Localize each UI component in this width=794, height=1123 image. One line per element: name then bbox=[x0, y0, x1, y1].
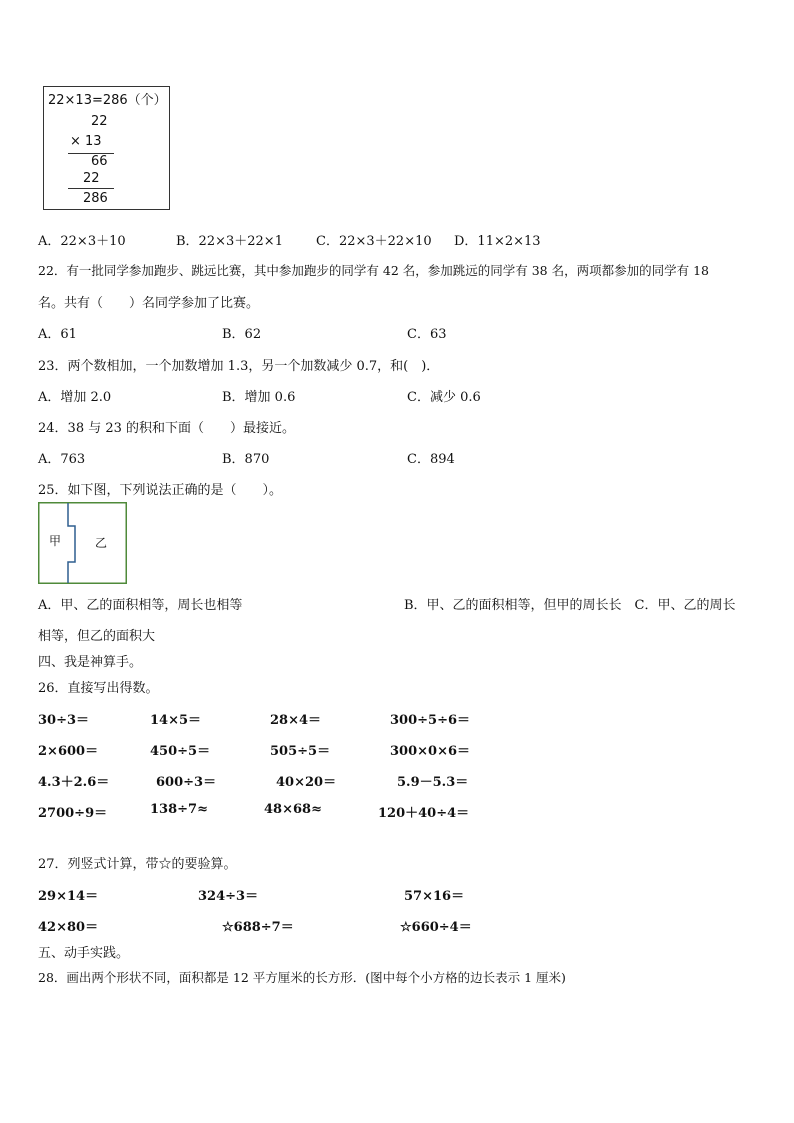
section-4-heading: 四、我是神算手。 bbox=[38, 655, 143, 670]
q27-item: ☆688÷7＝ bbox=[222, 920, 294, 935]
q27-item: ☆660÷4＝ bbox=[400, 920, 472, 935]
mul-partial-2: 22 bbox=[83, 171, 100, 186]
q26-item: 138÷7≈ bbox=[150, 802, 208, 817]
q26-item: 48×68≈ bbox=[264, 802, 322, 817]
q22-text-line1: 22．有一批同学参加跑步、跳远比赛，其中参加跑步的同学有 42 名，参加跳远的同学有 38 名，两项都参加的同学有 18 bbox=[38, 263, 709, 278]
q22-text-line2: 名。共有（ ）名同学参加了比赛。 bbox=[38, 296, 260, 311]
q28-text: 28．画出两个形状不同，面积都是 12 平方厘米的长方形．(图中每个小方格的边长表示 1 厘米) bbox=[38, 970, 566, 985]
q23-option-c: C．减少 0.6 bbox=[407, 390, 481, 405]
q25-option-b-c: B．甲、乙的面积相等，但甲的周长长 C．甲、乙的周长 bbox=[404, 598, 736, 613]
section-5-heading: 五、动手实践。 bbox=[38, 946, 130, 961]
q27-item: 324÷3＝ bbox=[198, 889, 259, 904]
q26-item: 14×5＝ bbox=[150, 713, 202, 728]
mul-multiplier: × 13 bbox=[70, 134, 102, 149]
q23-option-b: B．增加 0.6 bbox=[222, 390, 296, 405]
mul-multiplicand: 22 bbox=[91, 114, 108, 129]
q26-item: 30÷3＝ bbox=[38, 713, 90, 728]
q21-option-c: C．22×3＋22×10 bbox=[316, 234, 432, 249]
q25-text: 25．如下图，下列说法正确的是（ ）。 bbox=[38, 483, 283, 498]
q27-item: 42×80＝ bbox=[38, 920, 99, 935]
q21-option-b: B．22×3＋22×1 bbox=[176, 234, 283, 249]
q26-item: 5.9－5.3＝ bbox=[397, 775, 469, 790]
q24-option-c: C．894 bbox=[407, 452, 455, 467]
q26-item: 450÷5＝ bbox=[150, 744, 211, 759]
mul-result: 286 bbox=[83, 191, 108, 206]
multiplication-working-box bbox=[43, 86, 170, 210]
q26-item: 40×20＝ bbox=[276, 775, 337, 790]
figure-label-yi: 乙 bbox=[95, 536, 108, 550]
q26-item: 2700÷9＝ bbox=[38, 806, 108, 821]
figure-label-jia: 甲 bbox=[49, 534, 62, 548]
q21-option-d: D．11×2×13 bbox=[454, 234, 541, 249]
q26-item: 4.3＋2.6＝ bbox=[38, 775, 110, 790]
q24-text: 24．38 与 23 的积和下面（ ）最接近。 bbox=[38, 421, 296, 436]
q26-item: 600÷3＝ bbox=[156, 775, 217, 790]
mul-partial-1: 66 bbox=[91, 154, 108, 169]
q22-option-b: B．62 bbox=[222, 327, 262, 342]
q26-text: 26．直接写出得数。 bbox=[38, 681, 159, 696]
q23-option-a: A．增加 2.0 bbox=[38, 390, 112, 405]
q25-option-c-cont: 相等，但乙的面积大 bbox=[38, 629, 156, 644]
q27-item: 57×16＝ bbox=[404, 889, 465, 904]
q23-text: 23．两个数相加，一个加数增加 1.3，另一个加数减少 0.7，和( )． bbox=[38, 359, 440, 374]
q22-option-a: A．61 bbox=[38, 327, 77, 342]
figure-divider bbox=[68, 503, 75, 583]
q27-text: 27．列竖式计算，带☆的要验算。 bbox=[38, 857, 237, 872]
q21-option-a: A．22×3＋10 bbox=[38, 234, 126, 249]
q25-option-a: A．甲、乙的面积相等，周长也相等 bbox=[38, 598, 243, 613]
q22-option-c: C．63 bbox=[407, 327, 447, 342]
q26-item: 2×600＝ bbox=[38, 744, 99, 759]
q26-item: 300÷5÷6＝ bbox=[390, 713, 471, 728]
q24-option-a: A．763 bbox=[38, 452, 86, 467]
q26-item: 505÷5＝ bbox=[270, 744, 331, 759]
q26-item: 28×4＝ bbox=[270, 713, 322, 728]
q25-figure bbox=[38, 502, 127, 584]
mul-header: 22×13=286（个） bbox=[48, 93, 167, 108]
mul-rule-2 bbox=[68, 188, 114, 189]
q27-item: 29×14＝ bbox=[38, 889, 99, 904]
q26-item: 120＋40÷4＝ bbox=[378, 806, 470, 821]
q26-item: 300×0×6＝ bbox=[390, 744, 471, 759]
q24-option-b: B．870 bbox=[222, 452, 270, 467]
